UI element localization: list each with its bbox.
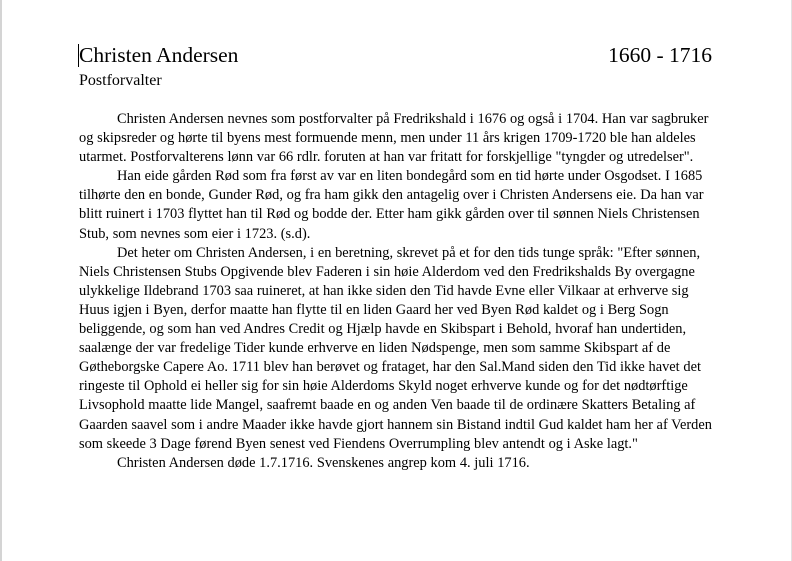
page-left-edge <box>0 0 2 561</box>
person-name: Christen Andersen <box>79 43 239 67</box>
body-text <box>79 110 715 473</box>
title-row <box>79 40 715 70</box>
document-page[interactable] <box>79 40 715 473</box>
life-years: 1660 - 1716 <box>608 43 712 67</box>
paragraph-4: Christen Andersen døde 1.7.1716. Svenskenes angrep kom 4. juli 1716. <box>117 454 530 471</box>
paragraph-1: Christen Andersen nevnes som postforvalter på Fredrikshald i 1676 og også i 1704. Han var sagbruker og skipsreder og hørte til byens mest formuende menn, men under 11 års krigen 1709-1720 ble han aldeles utarmet. Postforvalterens lønn var 66 rdlr. foruten at han var fritatt for forskjellige "tyngder og utredelser". <box>79 111 709 166</box>
paragraph-3: Det heter om Christen Andersen, i en beretning, skrevet på et for den tids tunge språk: "Efter sønnen, Niels Christensen Stubs Opgivende blev Faderen i sin høie Alderdom ved den Fredrikshalds By overgagne ulykkelige Ildebrand 1703 saa ruineret, at han ikke siden den Tid havde Evne eller Vilkaar at erhverve sig Huus igjen i Byen, derfor maatte han flytte til en liden Gaard her ved Byen Rød kaldet og i Berg Sogn beliggende, og som han ved Andres Credit og Hjælp havde en Skibspart i Behold, hvoraf han undertiden, saalænge der var fredelige Tider kunde erhverve en liden Nødspenge, men som samme Skibspart af de Gøtheborgske Capere Ao. 1711 blev han berøvet og frataget, har den Sal.Mand siden den Tid ikke havet det ringeste til Ophold ei heller sig for sin høie Alderdoms Skyld noget erhverve kunde og for det nødtørftige Livsophold maatte lide Mangel, saafremt baade en og anden Ven baade til de ordinære Skatters Betaling af Gaarden saavel som i andre Maader ikke havde gjort hannem sin Bistand indtil Gud kaldet ham her af Verden som skeede 3 Dage førend Byen senest ved Fiendens Overrumpling blev antendt og i Aske lagt." <box>79 244 712 452</box>
occupation: Postforvalter <box>79 72 162 89</box>
paragraph-2: Han eide gården Rød som fra først av var en liten bondegård som en tid hørte under Osgodset. I 1685 tilhørte den en bonde, Gunder Rød, og fra ham gikk den antagelig over i Christen Andersens eie. Da han var blitt ruinert i 1703 flyttet han til Rød og bodde der. Etter ham gikk gården over til sønnen Niels Christensen Stub, som nevnes som eier i 1723. (s.d). <box>79 168 704 242</box>
